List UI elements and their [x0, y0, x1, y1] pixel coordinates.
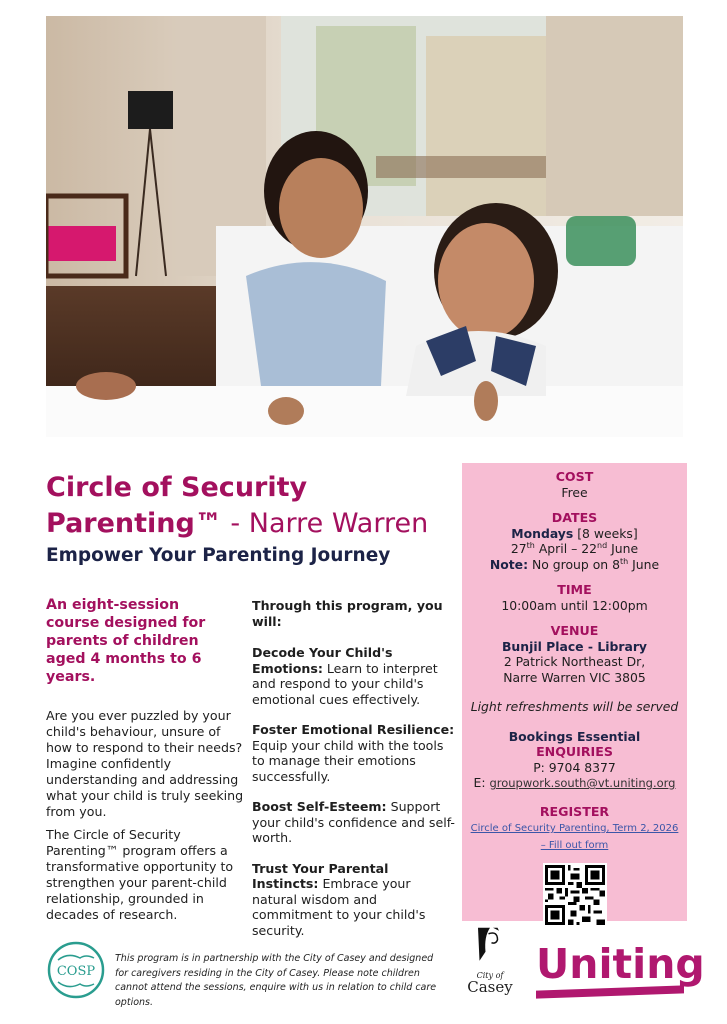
email-line	[462, 775, 687, 792]
dates-start-month: April – 22	[534, 541, 597, 556]
info-panel	[462, 463, 687, 921]
uniting-logo: Uniting	[536, 940, 705, 988]
title-line-2	[46, 506, 456, 542]
benefit-title: Decode Your Child's Emotions:	[252, 645, 393, 676]
venue-label: VENUE	[550, 623, 599, 638]
venue-name: Bunjil Place - Library	[501, 638, 648, 654]
refreshments-note: Light refreshments will be served	[470, 699, 679, 714]
cosp-logo-text: COSP	[56, 964, 96, 979]
intro-paragraph-2: The Circle of Security Parenting™ program offers a transformative opportunity to strengthen your parent-child relationship, grounded in decades of research.	[46, 827, 234, 922]
dates-range	[462, 541, 687, 557]
register-link[interactable]: Circle of Security Parenting, Term 2, 2026	[470, 823, 679, 834]
benefit-item	[252, 861, 458, 939]
casey-city-of: City of	[476, 971, 504, 980]
dates-days	[462, 526, 687, 542]
note-label: Note:	[489, 556, 529, 572]
note-text: No group on 8	[528, 556, 620, 572]
benefits-list	[252, 598, 458, 953]
cost-value: Free	[561, 484, 588, 500]
dates-end-month: June	[607, 541, 639, 556]
partnership-disclaimer: This program is in partnership with the City of Casey and designed for caregivers residing in the City of Casey. Please note children cannot attend the sessions, enquire with us in relation to child care options.	[115, 953, 437, 1008]
dates-weeks: [8 weeks]	[573, 525, 638, 541]
page-title	[46, 470, 456, 542]
benefit-text: Equip your child with the tools to manage their emotions successfully.	[252, 737, 444, 784]
dates-end-suffix: nd	[597, 540, 608, 550]
city-of-casey-logo	[460, 925, 520, 1010]
benefit-item	[252, 799, 458, 846]
benefit-text: Support your child's confidence and self-worth.	[252, 799, 455, 845]
intro-text	[46, 708, 246, 930]
phone-number: P: 9704 8377	[533, 759, 616, 775]
email-link[interactable]: groupwork.south@vt.uniting.org	[489, 776, 676, 790]
time-label: TIME	[557, 582, 592, 597]
cost-label: COST	[555, 469, 594, 484]
note-month: June	[628, 556, 660, 572]
venue-street: 2 Patrick Northeast Dr,	[503, 654, 646, 669]
page-subtitle: Empower Your Parenting Journey	[46, 545, 391, 566]
title-line-1: Circle of Security	[46, 472, 308, 503]
dates-note	[462, 557, 687, 573]
email-prefix: E:	[473, 775, 490, 790]
time-value: 10:00am until 12:00pm	[501, 597, 648, 613]
casey-name: Casey	[467, 978, 513, 996]
register-label: REGISTER	[539, 803, 610, 819]
benefit-title: Boost Self-Esteem:	[252, 799, 387, 814]
venue-suburb: Narre Warren VIC 3805	[503, 669, 646, 685]
lead-text: An eight-session course designed for parents of children aged 4 months to 6 years.	[46, 597, 206, 685]
benefit-item	[252, 645, 458, 707]
note-suffix: th	[619, 556, 629, 566]
bookings-note: Bookings Essential	[508, 728, 641, 744]
intro-paragraph-1: Are you ever puzzled by your child's behaviour, unsure of how to respond to their needs? Imagine confidently understanding and addressing what your child is truly seeking from you.	[46, 708, 244, 819]
dates-day: Mondays	[511, 525, 574, 541]
benefits-heading: Through this program, you will:	[252, 598, 443, 629]
dates-label: DATES	[551, 510, 598, 525]
benefit-text: Learn to interpret and respond to your child's emotional cues effectively.	[252, 660, 438, 707]
qr-code[interactable]	[543, 863, 607, 927]
benefit-text: Embrace your natural wisdom and commitment to your child's security.	[252, 876, 426, 938]
enquiries-label: ENQUIRIES	[536, 744, 613, 759]
dates-start-day: 27	[510, 541, 527, 556]
cosp-logo	[46, 940, 106, 1000]
casey-emblem-icon	[475, 925, 505, 965]
dates-start-suffix: th	[526, 540, 535, 550]
benefit-title: Trust Your Parental Instincts:	[252, 860, 389, 891]
benefit-title: Foster Emotional Resilience:	[252, 722, 455, 737]
title-location: - Narre Warren	[221, 508, 429, 539]
hero-photo	[46, 16, 683, 437]
benefit-item	[252, 722, 458, 784]
register-link-form[interactable]: – Fill out form	[540, 840, 609, 851]
title-program-name: Parenting™	[46, 508, 222, 539]
